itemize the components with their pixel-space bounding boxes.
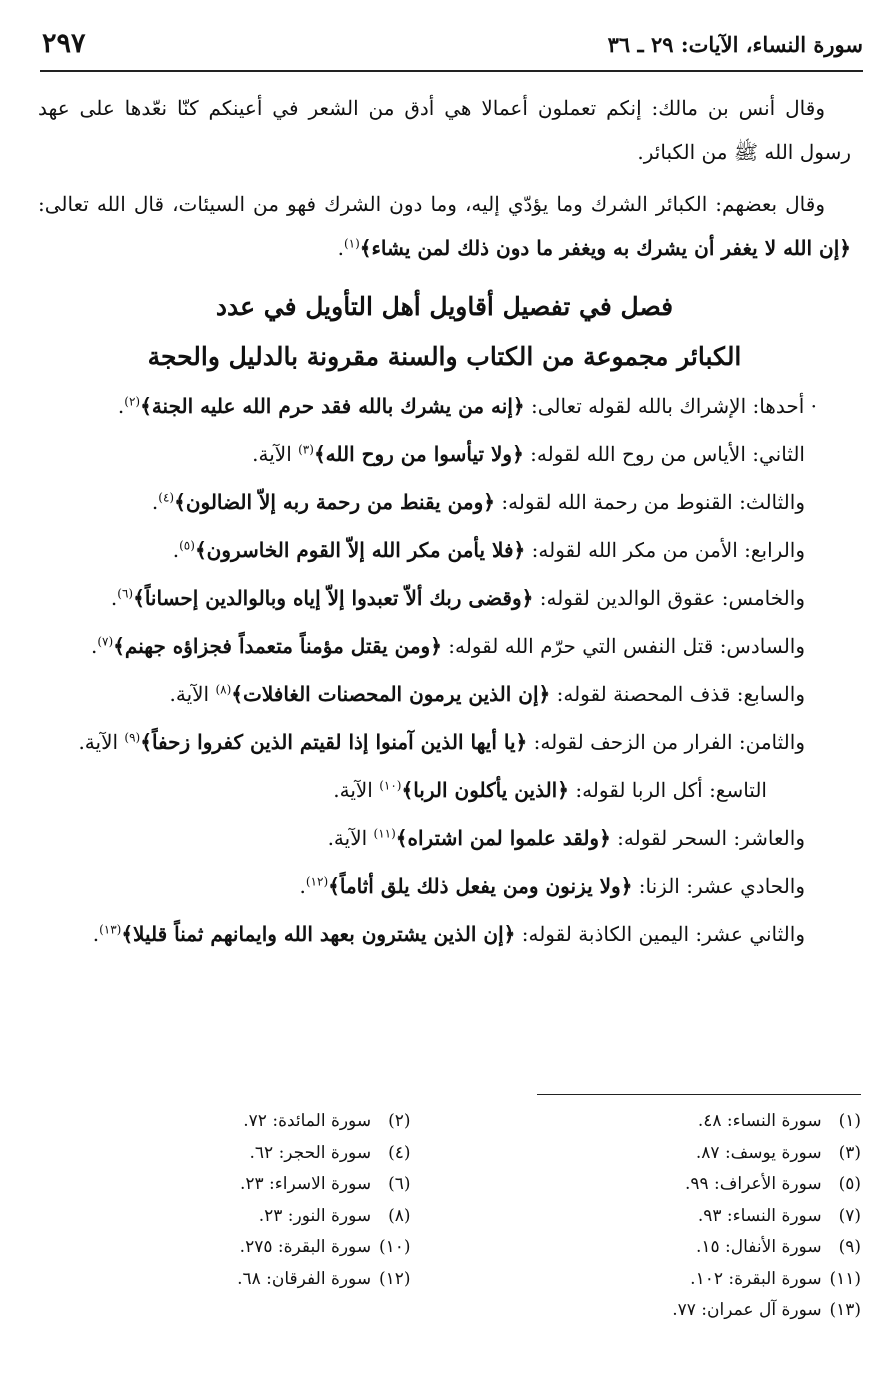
intro-paragraph-2 (38, 182, 851, 270)
footnote-ref: (٨) (215, 682, 232, 697)
item-text: والسادس: قتل النفس التي حرّم الله لقوله: (441, 634, 805, 658)
footnote-number: (١) (838, 1111, 861, 1131)
quran-verse: ﴿الذين يأكلون الربا﴾ (401, 778, 569, 802)
footnote-number: (١٠) (378, 1237, 411, 1257)
footnote (451, 1106, 862, 1138)
item-tail: . (117, 394, 125, 418)
section-heading-line-2: الكبائر مجموعة من الكتاب والسنة مقرونة بالدليل والحجة (147, 342, 742, 371)
footnote-ref: (١١) (373, 826, 396, 841)
item-tail: . (299, 874, 306, 898)
item-text: والسابع: قذف المحصنة لقوله: (550, 682, 805, 706)
footnote (451, 1232, 862, 1264)
footnote-ref: (١٢) (305, 874, 329, 889)
item-text: · أحدها: الإشراك بالله لقوله تعالى: (524, 394, 817, 418)
quran-verse: ﴿يا أيها الذين آمنوا إذا لقيتم الذين كفروا زحفاً﴾ (140, 730, 528, 754)
page-header (40, 28, 863, 72)
footnote-ref: (٥) (179, 538, 195, 553)
quran-verse: ﴿ولا يزنون ومن يفعل ذلك يلق أثاماً﴾ (328, 874, 633, 898)
item-tail: . (172, 538, 180, 562)
major-sins-list (38, 382, 851, 958)
footnote-row (40, 1264, 861, 1296)
item-tail: الآية. (78, 730, 125, 754)
footnote-number: (٥) (838, 1174, 861, 1194)
footnote-number: (٩) (838, 1237, 861, 1257)
footnote-row (40, 1232, 861, 1264)
footnote-text: سورة يوسف: ٨٧. (695, 1142, 822, 1163)
footnote-row (40, 1169, 861, 1201)
intro-paragraph-1: وقال أنس بن مالك: إنكم تعملون أعمالا هي أدق من الشعر في أعينكم كنّا نعّدها على عهد رسول الله ﷺ من الكبائر. (38, 96, 851, 164)
footnote-number: (٧) (838, 1205, 861, 1226)
quran-verse: ﴿ولا تيأسوا من روح الله﴾ (313, 442, 524, 466)
footnote (40, 1106, 451, 1138)
footnote-number: (٦) (388, 1174, 411, 1194)
item-tail: . (90, 634, 98, 658)
quran-verse: ﴿إنه من يشرك بالله فقد حرم الله عليه الجنة﴾ (140, 394, 525, 418)
footnote (40, 1138, 451, 1170)
footnote-ref: (٦) (117, 586, 134, 601)
list-item (38, 718, 851, 766)
list-item (38, 814, 851, 862)
item-text: التاسع: أكل الربا لقوله: (568, 778, 767, 802)
footnote-number: (٨) (388, 1205, 411, 1226)
quran-verse: ﴿وقضى ربك ألاّ تعبدوا إلاّ إياه وبالوالدين إحساناً﴾ (133, 586, 534, 610)
list-item (38, 478, 851, 526)
list-item (38, 622, 851, 670)
main-text (38, 86, 851, 958)
footnote-text: سورة النساء: ٤٨. (697, 1111, 822, 1131)
list-item (38, 526, 851, 574)
footnote (40, 1264, 451, 1296)
quran-verse: ﴿ومن يقتل مؤمناً متعمداً فجزاؤه جهنم﴾ (113, 634, 442, 658)
item-tail: الآية. (252, 442, 299, 466)
page-number: ٢٩٧ (42, 28, 86, 59)
footnote-row (40, 1295, 861, 1327)
item-text: والعاشر: السحر لقوله: (610, 826, 805, 850)
footnote-ref: (٢) (124, 394, 141, 409)
footnote (40, 1201, 451, 1233)
section-heading-line-1: فصل في تفصيل أقاويل أهل التأويل في عدد (215, 292, 674, 321)
footnote-row (40, 1201, 861, 1233)
item-tail: الآية. (169, 682, 216, 706)
footnote-row (40, 1138, 861, 1170)
footnote-number: (١٣) (829, 1300, 861, 1320)
footnote-ref: (٩) (124, 730, 141, 745)
quran-verse: ﴿إن الذين يرمون المحصنات الغافلات﴾ (231, 682, 551, 706)
running-head: سورة النساء، الآيات: ٢٩ ـ ٣٦ (607, 32, 863, 57)
section-heading (38, 282, 851, 382)
list-item (38, 574, 851, 622)
item-text: والخامس: عقوق الوالدين لقوله: (533, 586, 805, 610)
footnote-ref: (٣) (298, 442, 314, 457)
footnote-text: سورة المائدة: ٧٢. (243, 1111, 372, 1131)
footnote-text: سورة الأعراف: ٩٩. (684, 1174, 822, 1194)
list-item (38, 862, 851, 910)
sentence-end: . (337, 236, 344, 260)
footnote-number: (١٢) (378, 1268, 411, 1289)
item-tail: . (110, 586, 118, 610)
footnote-ref: (١٠) (379, 778, 402, 793)
footnote-number: (٢) (388, 1111, 411, 1131)
list-item (38, 670, 851, 718)
footnote-text: سورة النساء: ٩٣. (697, 1205, 822, 1226)
footnote (451, 1264, 862, 1296)
item-text: الثاني: الأياس من روح الله لقوله: (523, 442, 805, 466)
footnote-text: سورة الاسراء: ٢٣. (239, 1174, 372, 1194)
footnote-text: سورة الفرقان: ٦٨. (237, 1268, 372, 1289)
footnote-ref: (١) (343, 236, 360, 251)
quran-verse: ﴿ولقد علموا لمن اشتراه﴾ (395, 826, 611, 850)
footnote-text: سورة البقرة: ١٠٢. (690, 1268, 822, 1289)
footnote-text: سورة الحجر: ٦٢. (249, 1142, 372, 1163)
item-text: والثاني عشر: اليمين الكاذبة لقوله: (515, 922, 805, 946)
footnote (451, 1169, 862, 1201)
footnote-text: سورة البقرة: ٢٧٥. (239, 1237, 372, 1257)
item-text: والرابع: الأمن من مكر الله لقوله: (525, 538, 805, 562)
list-item (38, 430, 851, 478)
quran-verse: ﴿فلا يأمن مكر الله إلاّ القوم الخاسرون﴾ (194, 538, 526, 562)
footnote-ref: (٤) (158, 490, 175, 505)
footnotes (40, 1106, 861, 1327)
footnote (451, 1295, 862, 1327)
footnote-number: (٣) (838, 1142, 861, 1163)
footnote (40, 1169, 451, 1201)
quran-verse: ﴿إن الذين يشترون بعهد الله وايمانهم ثمناً قليلا﴾ (121, 922, 516, 946)
footnote-text: سورة النور: ٢٣. (258, 1205, 372, 1226)
intro-text: وقال بعضهم: الكبائر الشرك وما يؤدّي إليه، وما دون الشرك فهو من السيئات، قال الله تعالى: (38, 192, 825, 216)
item-tail: الآية. (333, 778, 380, 802)
item-tail: . (92, 922, 100, 946)
quran-verse: ﴿إن الله لا يغفر أن يشرك به ويغفر ما دون ذلك لمن يشاء﴾ (359, 236, 851, 260)
item-text: والحادي عشر: الزنا: (632, 874, 805, 898)
footnote-divider (537, 1094, 861, 1095)
footnote (451, 1201, 862, 1233)
footnote-ref: (٧) (97, 634, 114, 649)
footnote (451, 1138, 862, 1170)
list-item (38, 766, 851, 814)
item-text: والثالث: القنوط من رحمة الله لقوله: (494, 490, 805, 514)
footnote-ref: (١٣) (99, 922, 122, 937)
list-item (38, 382, 851, 430)
footnote-text: سورة الأنفال: ١٥. (695, 1237, 822, 1257)
item-tail: . (151, 490, 159, 514)
footnote (40, 1232, 451, 1264)
item-tail: الآية. (327, 826, 374, 850)
footnote-number: (١١) (829, 1268, 861, 1289)
footnote-row (40, 1106, 861, 1138)
quran-verse: ﴿ومن يقنط من رحمة ربه إلاّ الضالون﴾ (174, 490, 495, 514)
item-text: والثامن: الفرار من الزحف لقوله: (527, 730, 805, 754)
list-item (38, 910, 851, 958)
footnote-number: (٤) (388, 1142, 411, 1163)
footnote-text: سورة آل عمران: ٧٧. (672, 1300, 822, 1320)
